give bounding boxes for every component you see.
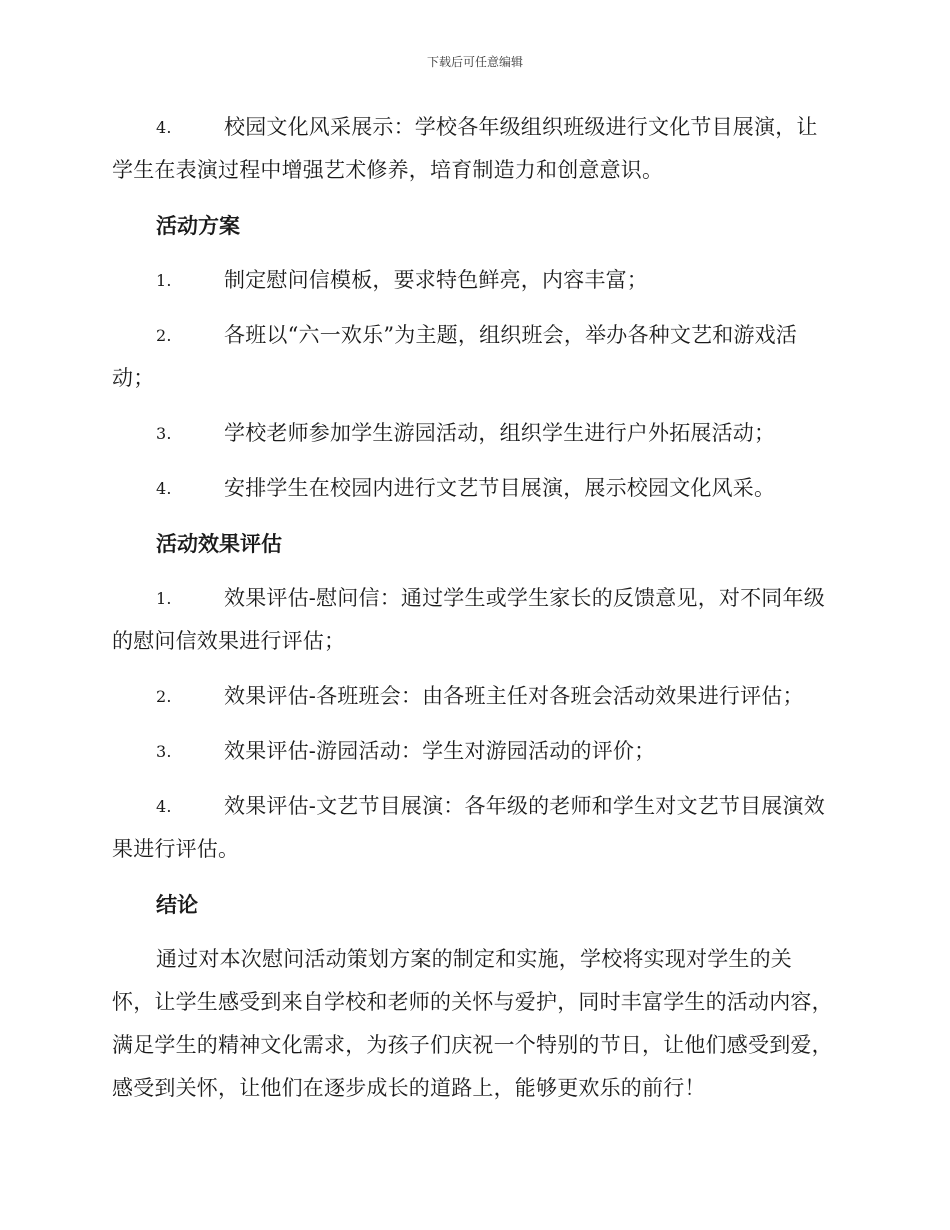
list-item-text: 学校老师参加学生游园活动，组织学生进行户外拓展活动；	[224, 421, 776, 445]
list-item-text: 效果评估-各班班会：由各班主任对各班会活动效果进行评估；	[224, 684, 804, 708]
list-number: 4.	[156, 479, 172, 498]
list-number: 4.	[156, 118, 172, 137]
section-heading: 活动方案	[156, 213, 240, 238]
document-body	[112, 106, 834, 1110]
list-item	[112, 675, 834, 718]
list-number: 2.	[156, 687, 172, 706]
list-number: 4.	[156, 797, 172, 816]
list-number: 1.	[156, 271, 172, 290]
list-number: 2.	[156, 326, 172, 345]
list-item	[112, 730, 834, 773]
list-item	[112, 785, 834, 871]
list-item	[112, 259, 834, 302]
list-number: 1.	[156, 589, 172, 608]
list-item-text: 效果评估-慰问信：通过学生或学生家长的反馈意见，对不同年级的慰问信效果进行评估；	[112, 586, 825, 653]
list-item-text: 效果评估-游园活动：学生对游园活动的评价；	[224, 739, 656, 763]
section-heading: 活动效果评估	[156, 531, 282, 556]
conclusion-paragraph: 通过对本次慰问活动策划方案的制定和实施，学校将实现对学生的关怀，让学生感受到来自学校和老师的关怀与爱护，同时丰富学生的活动内容，满足学生的精神文化需求，为孩子们庆祝一个特别的节日，让他们感受到爱，感受到关怀，让他们在逐步成长的道路上，能够更欢乐的前行！	[112, 947, 833, 1100]
list-number: 3.	[156, 742, 172, 761]
list-item-text: 各班以“六一欢乐”为主题，组织班会，举办各种文艺和游戏活动；	[112, 323, 798, 390]
list-number: 3.	[156, 424, 172, 443]
section-heading: 结论	[156, 892, 198, 917]
list-item	[112, 577, 834, 663]
list-item-text: 安排学生在校园内进行文艺节目展演，展示校园文化风采。	[224, 476, 776, 500]
list-item	[112, 314, 834, 400]
list-item	[112, 106, 834, 192]
list-item-text: 效果评估-文艺节目展演：各年级的老师和学生对文艺节目展演效果进行评估。	[112, 794, 825, 861]
list-item	[112, 412, 834, 455]
page-header: 下载后可任意编辑	[426, 55, 523, 69]
list-item	[112, 467, 834, 510]
list-item-text: 制定慰问信模板，要求特色鲜亮，内容丰富；	[224, 268, 648, 292]
list-item-text: 校园文化风采展示：学校各年级组织班级进行文化节目展演，让学生在表演过程中增强艺术修养，培育制造力和创意意识。	[112, 115, 818, 182]
